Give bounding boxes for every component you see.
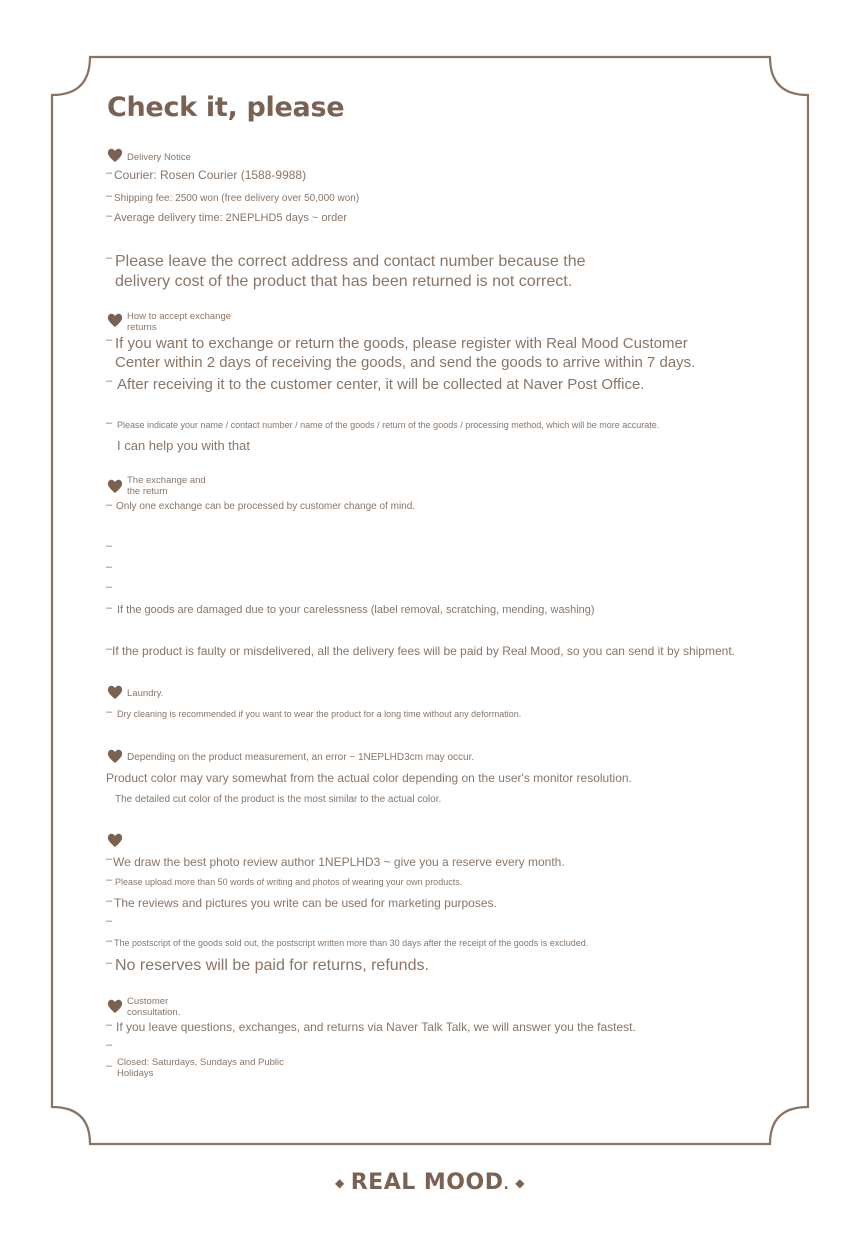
- measurement-line2: The detailed cut color of the product is the most similar to the actual color.: [115, 794, 442, 805]
- dash-mark: –: [106, 1060, 113, 1072]
- dash-mark: –: [106, 643, 113, 655]
- exchange-method-line1: If you want to exchange or return the goods, please register with Real Mood Customer: [115, 335, 688, 352]
- heart-icon: [107, 312, 123, 328]
- closed-line: Closed: Saturdays, Sundays and Public: [117, 1057, 284, 1068]
- exchange-method-line3: After receiving it to the customer center, it will be collected at Naver Post Office.: [117, 376, 645, 393]
- dash-mark: –: [106, 895, 113, 907]
- dash-mark: –: [106, 581, 113, 593]
- delivery-time: Average delivery time: 2NEPLHD5 days ~ order: [114, 212, 348, 224]
- dash-mark: –: [106, 375, 113, 387]
- dash-mark: –: [106, 1039, 113, 1051]
- heading-line: The exchange and: [127, 475, 206, 486]
- delivery-note-line1: Please leave the correct address and contact number because the: [115, 253, 586, 270]
- review-line1: We draw the best photo review author 1NEPLHD3 ~ give you a reserve every month.: [113, 855, 565, 869]
- exchange-return-line3: If the product is faulty or misdelivered, all the delivery fees will be paid by Real Mood, so you can send it by shipment.: [112, 644, 735, 658]
- review-line4: The postscript of the goods sold out, the postscript written more than 30 days after the receipt of the goods is excluded.: [114, 938, 589, 948]
- heart-icon: [107, 478, 123, 494]
- dash-mark: –: [106, 602, 113, 614]
- heart-icon: [107, 998, 123, 1014]
- review-line2: Please upload more than 50 words of writing and photos of wearing your own products.: [115, 877, 463, 887]
- closed-line: Holidays: [117, 1068, 154, 1079]
- section-heading-exchange-method: [127, 311, 231, 333]
- laundry-line1: Dry cleaning is recommended if you want to wear the product for a long time without any deformation.: [117, 709, 522, 719]
- logo-mark: .: [503, 1177, 510, 1193]
- dash-mark: –: [106, 334, 113, 346]
- heart-icon: [107, 748, 123, 764]
- dash-mark: –: [106, 957, 113, 969]
- dash-mark: –: [106, 706, 113, 718]
- dash-mark: –: [106, 915, 113, 927]
- delivery-courier: Courier: Rosen Courier (1588-9988): [114, 168, 307, 182]
- logo-text: REAL MOOD: [350, 1170, 504, 1195]
- heart-icon: [107, 147, 123, 163]
- section-heading-measurement: Depending on the product measurement, an error ~ 1NEPLHD3cm may occur.: [127, 752, 475, 763]
- dash-mark: –: [106, 499, 113, 511]
- brand-logo: [0, 1170, 860, 1195]
- dash-mark: –: [106, 853, 113, 865]
- delivery-note-line2: delivery cost of the product that has been returned is not correct.: [115, 273, 573, 290]
- exchange-method-line2: Center within 2 days of receiving the goods, and send the goods to arrive within 7 days.: [115, 354, 696, 371]
- heart-icon: [107, 832, 123, 848]
- exchange-return-line1: Only one exchange can be processed by customer change of mind.: [116, 501, 416, 512]
- dash-mark: –: [106, 540, 113, 552]
- dash-mark: –: [106, 210, 113, 222]
- review-line3: The reviews and pictures you write can be used for marketing purposes.: [114, 896, 497, 910]
- heart-icon: [107, 684, 123, 700]
- section-heading-laundry: Laundry.: [127, 688, 164, 699]
- dash-mark: –: [106, 561, 113, 573]
- exchange-return-line2: If the goods are damaged due to your carelessness (label removal, scratching, mending, washing): [117, 604, 595, 616]
- heading-line: the return: [127, 486, 168, 497]
- dash-mark: –: [106, 1019, 113, 1031]
- dash-mark: –: [106, 167, 113, 179]
- section-heading-exchange-return: [127, 475, 206, 497]
- exchange-method-line5: I can help you with that: [117, 438, 250, 453]
- exchange-method-line4: Please indicate your name / contact number / name of the goods / return of the goods / processing method, which will be more accurate.: [117, 420, 660, 430]
- consultation-line1: If you leave questions, exchanges, and returns via Naver Talk Talk, we will answer you the fastest.: [116, 1020, 636, 1034]
- delivery-shipping-fee: Shipping fee: 2500 won (free delivery over 50,000 won): [114, 193, 360, 204]
- diamond-icon: ◆: [334, 1176, 345, 1190]
- consultation-closed: [117, 1057, 284, 1079]
- heading-line: Customer: [127, 996, 169, 1007]
- dash-mark: –: [106, 190, 113, 202]
- section-heading-consultation: [127, 996, 180, 1018]
- heading-line: consultation.: [127, 1007, 181, 1018]
- heading-line: How to accept exchange: [127, 311, 232, 322]
- page-title: Check it, please: [107, 92, 345, 123]
- heading-line: returns: [127, 322, 157, 333]
- dash-mark: –: [106, 935, 113, 947]
- measurement-line1: Product color may vary somewhat from the actual color depending on the user's monitor resolution.: [106, 771, 632, 785]
- dash-mark: –: [106, 252, 113, 264]
- diamond-icon: ◆: [515, 1176, 526, 1190]
- section-heading-delivery: Delivery Notice: [127, 152, 191, 163]
- review-line5: No reserves will be paid for returns, refunds.: [115, 957, 429, 974]
- dash-mark: –: [106, 874, 113, 886]
- dash-mark: –: [106, 417, 113, 429]
